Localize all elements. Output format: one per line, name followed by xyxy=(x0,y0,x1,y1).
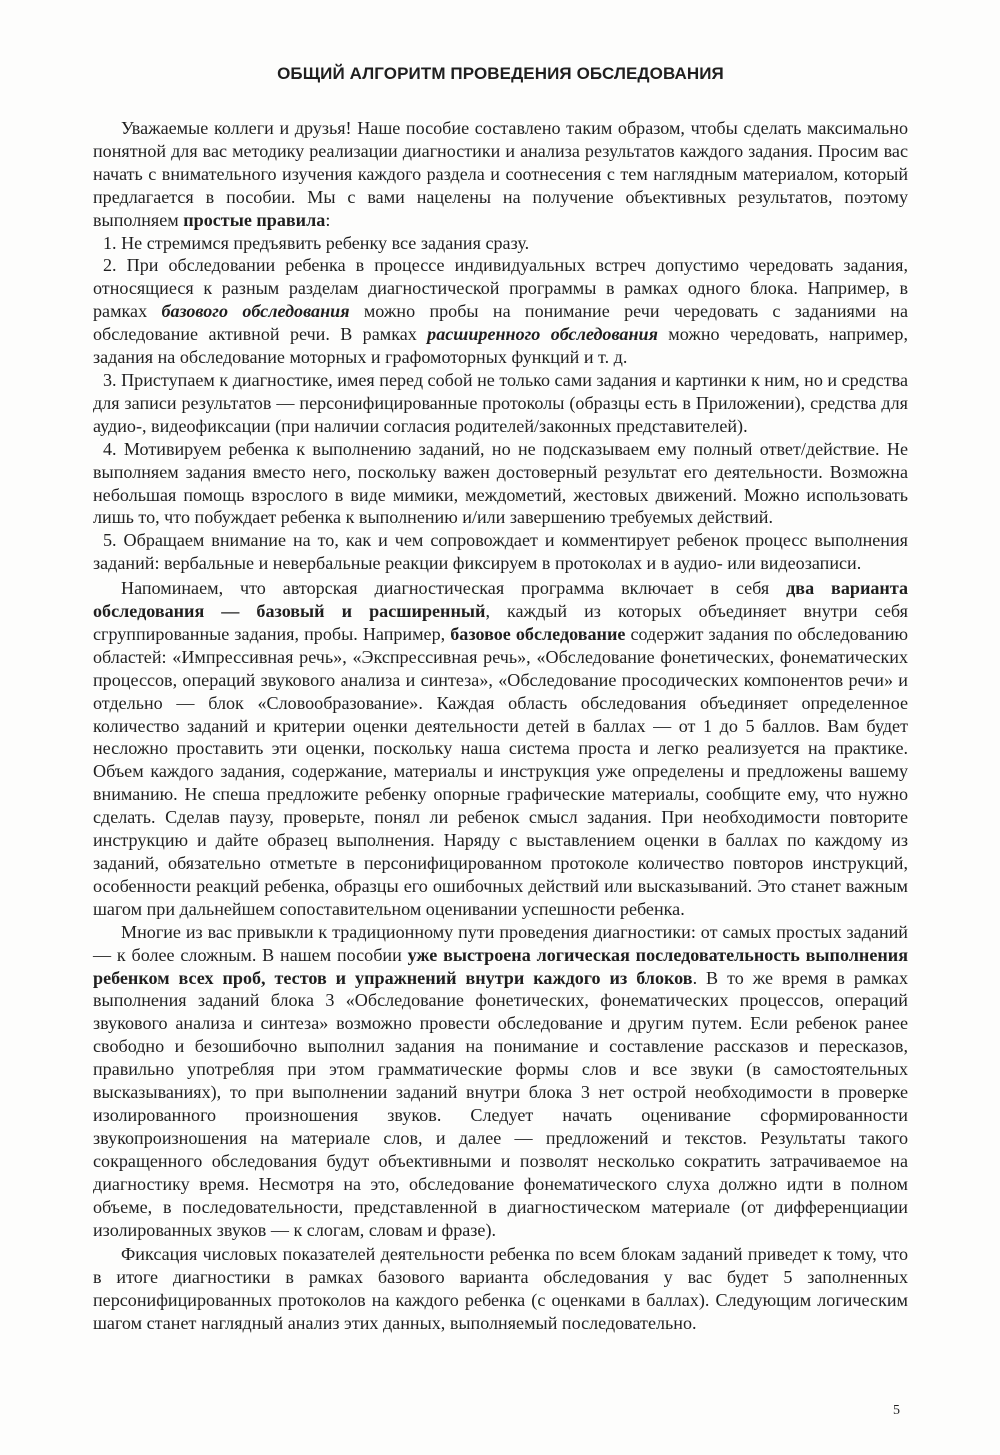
rule-2-text-3: можно чередовать, например, задания на обследование моторных и графомоторных функций и т. д. xyxy=(93,324,908,368)
p2-bold-basic: базовое обследование xyxy=(450,623,626,644)
rule-2-extended-exam: расширенного обследования xyxy=(427,324,658,345)
p2-text-2: , каждый из которых объединяет внутри себя сгруппированные задания, пробы. Например, xyxy=(93,601,908,644)
rule-5: 5. Обращаем внимание на то, как и чем сопровождает и комментирует ребенок процесс выполнения заданий: вербальные и невербальные реакции фиксируем в протоколах и в аудио- или видеозаписи. xyxy=(93,530,908,574)
rule-2-basic-exam: базового обследования xyxy=(161,301,350,322)
p3-text-1: Многие из вас привыкли к традиционному пути проведения диагностики: от самых простых заданий — к более сложным. В нашем пособии xyxy=(93,921,908,965)
intro-bold-rules: простые правила xyxy=(183,209,326,230)
rule-3: 3. Приступаем к диагностике, имея перед собой не только сами задания и картинки к ним, но и средства для записи результатов — персонифицированные протоколы (образцы есть в Приложении), средства для аудио-, видеофиксации (при наличии согласия родителей/законных представителей). xyxy=(93,369,908,436)
intro-text-1: Уважаемые коллеги и друзья! Наше пособие составлено таким образом, чтобы сделать максимально понятной для вас методику реализации диагностики и анализа результатов каждого задания. Просим вас начать с внимательного изучения каждого раздела и соотнесения с тем наглядным материалом, который предлагается в пособии. Мы с вами нацелены на получение объективных результатов, поэтому выполняем xyxy=(93,118,908,230)
p2-bold-variants: два варианта обследования — базовый и расширенный xyxy=(93,578,908,622)
intro-paragraph xyxy=(93,117,908,232)
paragraph-sequence xyxy=(93,921,908,1242)
rule-2-text-2: можно пробы на понимание речи чередовать с заданиями на обследование активной речи. В рамках xyxy=(93,301,908,345)
p2-text-1: Напоминаем, что авторская диагностическая программа включает в себя xyxy=(121,578,787,599)
rule-2-text-1: 2. При обследовании ребенка в процессе индивидуальных встреч допустимо чередовать задания, относящиеся к разным разделам диагностической программы в рамках одного блока. Например, в рамках xyxy=(93,255,908,322)
p2-text-3: содержит задания по обследованию областей: «Импрессивная речь», «Экспрессивная речь», «Обследование фонетических, фонематических процессов, операций звукового анализа и синтеза», «Обследование просодических компонентов речи» и отдельно — блок «Словообразование». Каждая область обследования объединяет определенное количество заданий и критерии оценки деятельности детей в баллах — от 1 до 5 баллов. Вам будет несложно проставить эти оценки, поскольку наша система проста и легко реализуется на практике. Объем каждого задания, содержание, материалы и инструкция уже определены и предложены вашему вниманию. Не спеша предложите ребенку опорные графические материалы, сообщите ему, что нужно сделать. Сделав паузу, проверьте, понял ли ребенок смысл задания. При необходимости повторите инструкцию и дайте образец выполнения. Наряду с выставлением оценки в баллах по каждому из заданий, обязательно отметьте в персонифицированном протоколе количество повторов инструкций, особенности реакций ребенка, образцы его ошибочных действий или высказываний. Это станет важным шагом при дальнейшем сопоставительном оценивании успешности ребенка. xyxy=(93,623,909,919)
paragraph-program xyxy=(93,577,908,921)
p3-text-2: . В то же время в рамках выполнения заданий блока 3 «Обследование фонетических, фонематических процессов, операций звукового анализа и синтеза» возможно провести обследование и другим путем. Если ребенок ранее свободно и безошибочно выполнил задания на понимание и составление рассказов и пересказов, правильно употребляя при этом грамматические формы слов и все звуки (в самостоятельных высказываниях), то при выполнении заданий внутри блока 3 нет острой необходимости в проверке изолированного произношения звуков. Следует начать оценивание сформированности звукопроизношения на материале слов, и далее — предложений и текстов. Результаты такого сокращенного обследования будут объективными и позволят несколько сократить затрачиваемое на диагностику время. Несмотря на это, обследование фонематического слуха должно идти в полном объеме, в последовательности, представленной в диагностическом материале (от дифференциации изолированных звуков — к слогам, словам и фразе). xyxy=(93,967,908,1240)
rule-1: 1. Не стремимся предъявить ребенку все задания сразу. xyxy=(103,232,530,253)
page-title: ОБЩИЙ АЛГОРИТМ ПРОВЕДЕНИЯ ОБСЛЕДОВАНИЯ xyxy=(277,64,724,83)
page-body xyxy=(93,117,908,1335)
p3-bold-sequence: уже выстроена логическая последовательность выполнения ребенком всех проб, тестов и упражнений внутри каждого из блоков xyxy=(93,944,908,988)
rule-2 xyxy=(93,254,908,369)
page-number: 5 xyxy=(893,1403,900,1418)
rule-4: 4. Мотивируем ребенка к выполнению заданий, но не подсказываем ему полный ответ/действие. Не выполняем задания вместо него, поскольку важен достоверный результат его деятельности. Возможна небольшая помощь взрослого в виде мимики, междометий, жестовых движений. Можно использовать лишь то, что побуждает ребенка к выполнению и/или завершению требуемых действий. xyxy=(93,438,908,528)
paragraph-summary: Фиксация числовых показателей деятельности ребенка по всем блокам заданий приведет к тому, что в итоге диагностики в рамках базового варианта обследования у вас будет 5 заполненных персонифицированных протоколов на каждого ребенка (с оценками в баллах). Следующим логическим шагом станет наглядный анализ этих данных, выполняемый последовательно. xyxy=(93,1244,908,1334)
intro-text-2: : xyxy=(325,209,331,230)
